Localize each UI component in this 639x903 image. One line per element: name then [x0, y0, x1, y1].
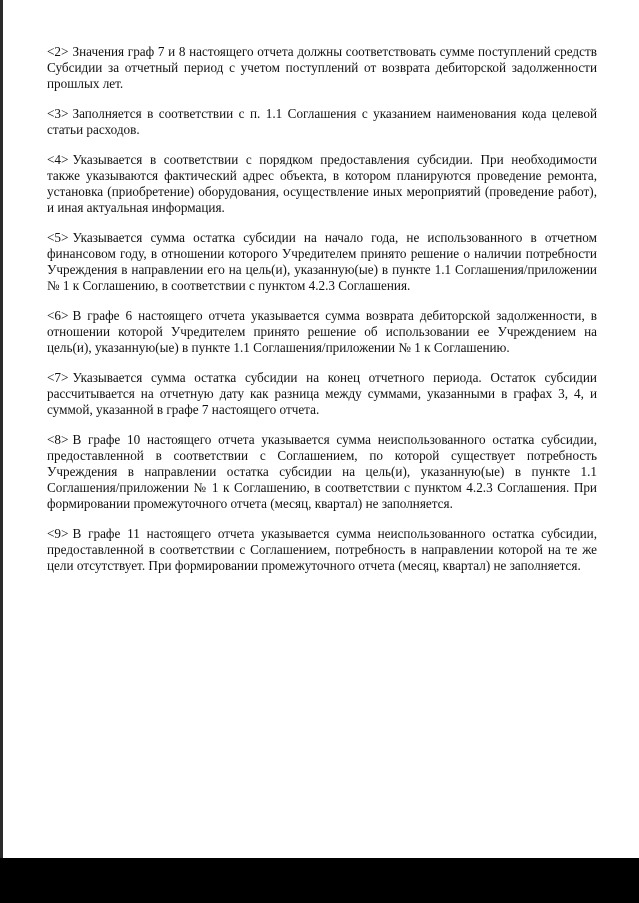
footnote-marker: <7> [47, 370, 69, 385]
footnote-7 [47, 370, 597, 418]
footnote-marker: <2> [47, 44, 69, 59]
footnote-marker: <3> [47, 106, 69, 121]
footnote-marker: <4> [47, 152, 69, 167]
scan-left-edge [0, 0, 3, 858]
footnote-text: Указывается в соответствии с порядком предоставления субсидии. При необходимости также указываются фактический адрес объекта, в котором планируются проведение ремонта, установка (приобретение) оборудования, осуществление иных мероприятий (проведение работ), и иная актуальная информация. [47, 152, 597, 215]
footnote-9 [47, 526, 597, 574]
footnote-marker: <6> [47, 308, 69, 323]
footnote-text: В графе 11 настоящего отчета указывается сумма неиспользованного остатка субсидии, предоставленной в соответствии с Соглашением, потребность в направлении которой на те же цели отсутствует. При формировании промежуточного отчета (месяц, квартал) не заполняется. [47, 526, 597, 573]
footnotes-section [47, 44, 597, 588]
footnote-text: Заполняется в соответствии с п. 1.1 Соглашения с указанием наименования кода целевой статьи расходов. [47, 106, 597, 137]
footnote-marker: <5> [47, 230, 69, 245]
footnote-8 [47, 432, 597, 512]
footnote-text: Значения граф 7 и 8 настоящего отчета должны соответствовать сумме поступлений средств Субсидии за отчетный период с учетом поступлений от возврата дебиторской задолженности прошлых лет. [47, 44, 597, 91]
footnote-4 [47, 152, 597, 216]
footnote-text: Указывается сумма остатка субсидии на начало года, не использованного в отчетном финансовом году, в отношении которого Учредителем принято решение о наличии потребности Учреждения в направлении его на цель(и), указанную(ые) в пункте 1.1 Соглашения/приложении № 1 к Соглашению, в соответствии с пунктом 4.2.3 Соглашения. [47, 230, 597, 293]
footnote-text: В графе 10 настоящего отчета указывается сумма неиспользованного остатка субсидии, предоставленной в соответствии с Соглашением, по которой существует потребность Учреждения в направлении остатка субсидии на цель(и), указанную(ые) в пункте 1.1 Соглашения/приложении № 1 к Соглашению, в соответствии с пунктом 4.2.3 Соглашения. При формировании промежуточного отчета (месяц, квартал) не заполняется. [47, 432, 597, 511]
footnote-3 [47, 106, 597, 138]
footnote-6 [47, 308, 597, 356]
scan-bottom-band [0, 858, 639, 903]
footnote-5 [47, 230, 597, 294]
footnote-marker: <8> [47, 432, 69, 447]
footnote-text: В графе 6 настоящего отчета указывается сумма возврата дебиторской задолженности, в отношении которой Учредителем принято решение об использовании ее Учреждением на цель(и), указанную(ые) в пункте 1.1 Соглашения/приложении № 1 к Соглашению. [47, 308, 597, 355]
footnote-marker: <9> [47, 526, 69, 541]
footnote-2 [47, 44, 597, 92]
footnote-text: Указывается сумма остатка субсидии на конец отчетного периода. Остаток субсидии рассчитывается на отчетную дату как разница между суммами, указанными в графах 3, 4, и суммой, указанной в графе 7 настоящего отчета. [47, 370, 597, 417]
